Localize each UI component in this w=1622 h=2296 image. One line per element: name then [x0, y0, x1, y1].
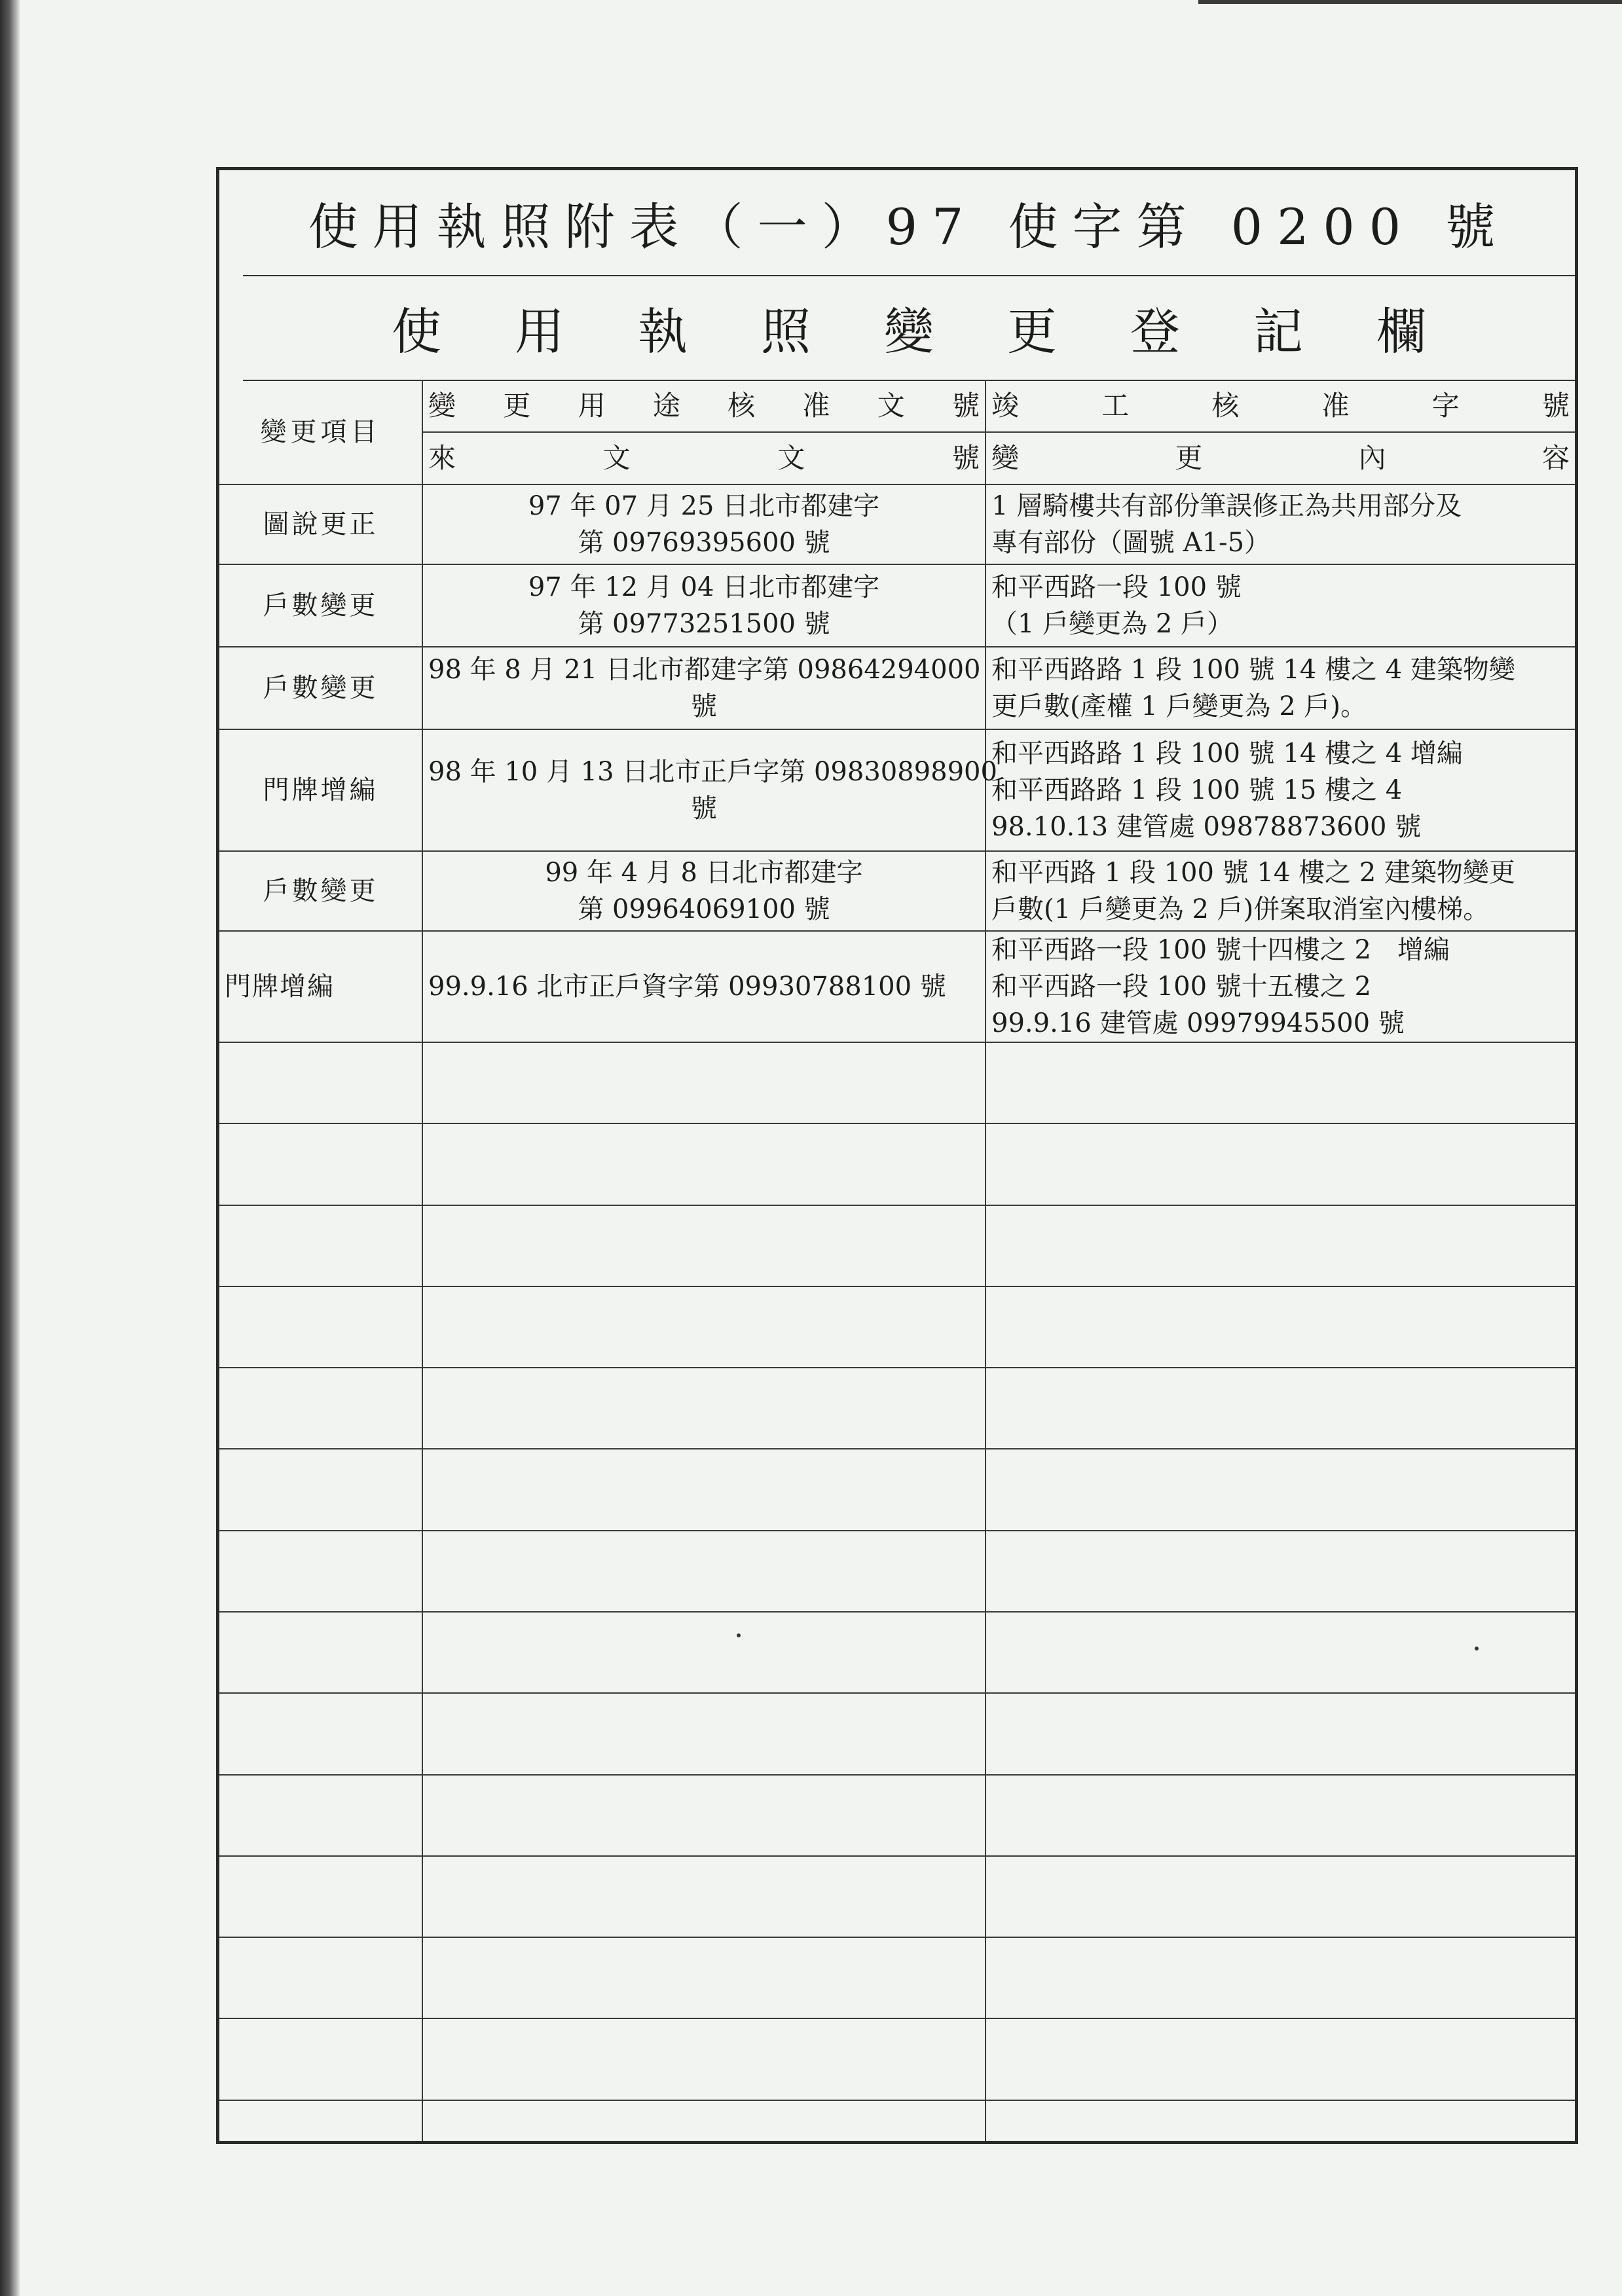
empty-row	[219, 2100, 1575, 2141]
empty-row	[219, 1368, 1575, 1449]
empty-cell	[986, 1775, 1575, 1856]
empty-cell	[986, 1693, 1575, 1774]
empty-cell	[986, 2018, 1575, 2100]
record-doc-line: 97 年 12 月 04 日北市都建字	[528, 572, 880, 602]
record-doc-line: 97 年 07 月 25 日北市都建字	[528, 491, 880, 521]
section-title-char: 用	[515, 302, 564, 361]
empty-cell	[422, 1693, 986, 1774]
empty-row	[219, 1123, 1575, 1205]
record-detail-line: 1 層騎樓共有部份筆誤修正為共用部分及	[991, 491, 1462, 521]
empty-cell	[219, 1042, 422, 1123]
empty-cell	[986, 1042, 1575, 1123]
empty-cell	[422, 1612, 986, 1693]
subtitle-row	[243, 275, 1575, 381]
empty-cell	[219, 1449, 422, 1530]
empty-cell	[219, 1775, 422, 1856]
record-detail-line: 和平西路路 1 段 100 號 14 樓之 4 建築物變	[991, 655, 1515, 685]
scan-speck	[737, 1633, 741, 1637]
record-detail-line: 98.10.13 建管處 09878873600 號	[991, 812, 1422, 842]
empty-cell	[219, 1937, 422, 2018]
table-row	[219, 647, 1575, 729]
record-item: 戶數變更	[219, 647, 422, 729]
record-detail-line: 和平西路路 1 段 100 號 14 樓之 4 增編	[991, 738, 1463, 769]
empty-cell	[422, 2018, 986, 2100]
header-char: 工	[1101, 389, 1130, 422]
record-item: 門牌增編	[219, 931, 422, 1042]
table-row	[219, 931, 1575, 1042]
header-char: 號	[1541, 389, 1570, 422]
empty-cell	[986, 1205, 1575, 1286]
section-title-char: 記	[1253, 302, 1303, 361]
empty-cell	[986, 1123, 1575, 1205]
empty-row	[219, 1693, 1575, 1774]
header-char: 變	[991, 442, 1020, 474]
record-detail	[986, 851, 1575, 931]
section-title-char: 欄	[1376, 302, 1426, 361]
record-detail-line: 更戶數(產權 1 戶變更為 2 戶)。	[991, 691, 1367, 721]
header-char: 容	[1541, 442, 1570, 474]
empty-cell	[986, 1286, 1575, 1368]
empty-row	[219, 1612, 1575, 1693]
section-title-char: 執	[638, 302, 688, 361]
record-detail	[986, 564, 1575, 647]
empty-row	[219, 1775, 1575, 1856]
header-char: 文	[777, 442, 805, 474]
empty-cell	[219, 2100, 422, 2141]
section-title-char: 更	[1007, 302, 1057, 361]
empty-row	[219, 1449, 1575, 1530]
record-detail-line: 99.9.16 建管處 09979945500 號	[991, 1008, 1405, 1038]
record-item: 圖說更正	[219, 484, 422, 564]
header-char: 用	[578, 389, 606, 422]
header-char: 內	[1358, 442, 1386, 474]
empty-cell	[219, 2018, 422, 2100]
empty-cell	[986, 2100, 1575, 2141]
header-char: 更	[1175, 442, 1203, 474]
record-doc-line: 第 09964069100 號	[578, 894, 830, 924]
empty-cell	[422, 1368, 986, 1449]
header-change-content	[986, 432, 1575, 484]
header-char: 文	[877, 389, 905, 422]
title-row	[243, 170, 1575, 276]
empty-cell	[986, 1368, 1575, 1449]
record-doc-line: 第 09769395600 號	[578, 528, 830, 558]
change-register-table	[219, 380, 1575, 2141]
table-row	[219, 564, 1575, 647]
record-detail	[986, 729, 1575, 851]
empty-cell	[422, 1205, 986, 1286]
header-row-bottom	[219, 432, 1575, 484]
section-title	[392, 292, 1426, 363]
record-item: 門牌增編	[219, 729, 422, 851]
header-incoming-doc	[422, 432, 986, 484]
header-char: 變	[428, 389, 456, 422]
empty-row	[219, 1856, 1575, 1937]
record-detail-line: 和平西路路 1 段 100 號 15 樓之 4	[991, 775, 1403, 805]
empty-cell	[986, 1612, 1575, 1693]
table-row	[219, 729, 1575, 851]
record-doc-line: 99.9.16 北市正戶資字第 09930788100 號	[428, 972, 946, 1002]
record-doc-line: 98 年 8 月 21 日北市都建字第 09864294000	[428, 655, 981, 685]
header-char: 准	[802, 389, 830, 422]
header-row-top	[219, 380, 1575, 432]
record-doc-line: 號	[691, 793, 717, 824]
record-detail	[986, 484, 1575, 564]
header-char: 竣	[991, 389, 1020, 422]
record-detail-line: 戶數(1 戶變更為 2 戶)併案取消室內樓梯。	[991, 894, 1490, 924]
empty-cell	[422, 1042, 986, 1123]
record-detail	[986, 647, 1575, 729]
record-doc	[422, 931, 986, 1042]
empty-cell	[422, 1856, 986, 1937]
empty-cell	[219, 1531, 422, 1612]
record-doc-line: 99 年 4 月 8 日北市都建字	[545, 858, 863, 888]
record-doc	[422, 564, 986, 647]
empty-cell	[219, 1693, 422, 1774]
header-completion-number	[986, 380, 1575, 432]
empty-cell	[986, 1937, 1575, 2018]
table-row	[219, 484, 1575, 564]
record-doc-line: 號	[691, 691, 717, 721]
record-detail-line: 和平西路一段 100 號	[991, 572, 1242, 602]
record-doc	[422, 484, 986, 564]
section-title-char: 使	[392, 302, 441, 361]
empty-cell	[219, 1123, 422, 1205]
header-char: 核	[728, 389, 756, 422]
empty-cell	[219, 1856, 422, 1937]
empty-cell	[986, 1449, 1575, 1530]
table-row	[219, 851, 1575, 931]
record-item: 戶數變更	[219, 564, 422, 647]
empty-cell	[422, 1449, 986, 1530]
empty-cell	[422, 1286, 986, 1368]
header-doc-number	[422, 380, 986, 432]
header-char: 途	[652, 389, 680, 422]
empty-cell	[422, 1775, 986, 1856]
record-doc-line: 98 年 10 月 13 日北市正戶字第 09830898900	[428, 757, 997, 787]
empty-cell	[219, 1368, 422, 1449]
scan-shadow-top	[1198, 0, 1622, 4]
record-doc	[422, 647, 986, 729]
section-title-char: 照	[761, 302, 811, 361]
empty-row	[219, 1205, 1575, 1286]
empty-row	[219, 1042, 1575, 1123]
record-detail-line: 專有部份（圖號 A1-5）	[991, 528, 1271, 558]
record-detail-line: 和平西路 1 段 100 號 14 樓之 2 建築物變更	[991, 858, 1515, 888]
scan-speck	[1475, 1647, 1479, 1650]
header-char: 號	[951, 442, 980, 474]
empty-cell	[219, 1205, 422, 1286]
header-char: 更	[503, 389, 531, 422]
section-title-char: 變	[884, 302, 934, 361]
empty-cell	[986, 1856, 1575, 1937]
empty-row	[219, 1531, 1575, 1612]
header-char: 字	[1431, 389, 1460, 422]
empty-cell	[422, 1531, 986, 1612]
header-change-item: 變更項目	[219, 380, 422, 484]
page-title: 使用執照附表（一）97 使字第 0200 號	[308, 197, 1510, 256]
scan-shadow-edge	[0, 0, 20, 2296]
record-detail-line: （1 戶變更為 2 戶）	[991, 609, 1234, 639]
header-char: 准	[1321, 389, 1350, 422]
empty-cell	[219, 1612, 422, 1693]
empty-row	[219, 2018, 1575, 2100]
empty-cell	[986, 1531, 1575, 1612]
record-detail-line: 和平西路一段 100 號十四樓之 2 增編	[991, 935, 1450, 965]
empty-cell	[422, 1123, 986, 1205]
record-detail	[986, 931, 1575, 1042]
header-char: 核	[1211, 389, 1240, 422]
header-char: 來	[428, 442, 456, 474]
record-detail-line: 和平西路一段 100 號十五樓之 2	[991, 972, 1371, 1002]
record-doc-line: 第 09773251500 號	[578, 609, 830, 639]
header-char: 號	[951, 389, 980, 422]
empty-cell	[422, 1937, 986, 2018]
header-char: 文	[602, 442, 631, 474]
empty-row	[219, 1937, 1575, 2018]
empty-row	[219, 1286, 1575, 1368]
license-appendix-sheet	[216, 167, 1578, 2144]
record-doc	[422, 729, 997, 851]
empty-cell	[219, 1286, 422, 1368]
section-title-char: 登	[1130, 302, 1180, 361]
record-item: 戶數變更	[219, 851, 422, 931]
empty-cell	[422, 2100, 986, 2141]
record-doc	[422, 851, 986, 931]
